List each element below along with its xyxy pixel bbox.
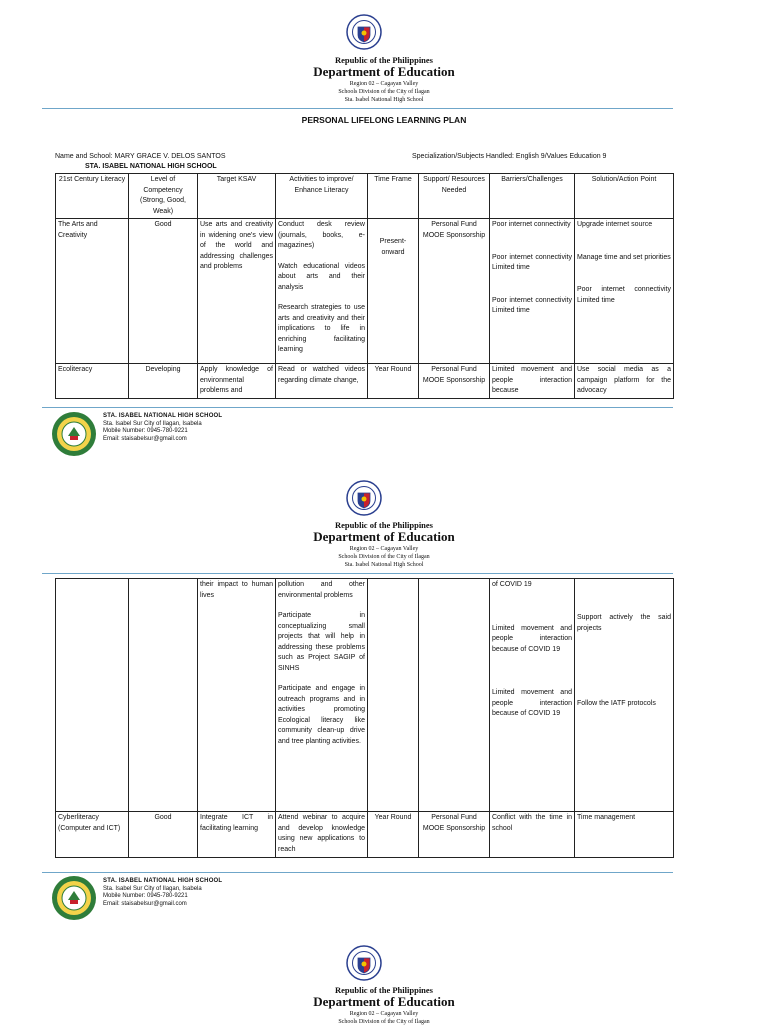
footer-contact [103, 413, 222, 443]
activity-item: Research strategies to use arts and creativity and their implications to life in enriching facilitating learning [278, 304, 365, 353]
barriers-cell: Conflict with the time in school [490, 812, 575, 858]
activity-item: Watch educational videos about arts and their analysis [278, 262, 365, 291]
col-solution-header: Solution/Action Point [575, 174, 674, 219]
footer-divider [42, 872, 673, 873]
plan-title: PERSONAL LIFELONG LEARNING PLAN [301, 115, 467, 125]
school-logo-icon [50, 874, 98, 922]
solution-cell [575, 579, 674, 812]
solution-item: Support actively the said projects [577, 614, 671, 632]
solution-item: Poor internet connectivity Limited time [577, 286, 671, 304]
republic-heading: Republic of the Philippines [334, 55, 433, 65]
deped-seal-icon [346, 480, 382, 516]
col-activities-header: Activities to improve/ Enhance Literacy [276, 174, 368, 219]
republic-heading: Republic of the Philippines [334, 985, 433, 995]
department-heading: Department of Education [313, 994, 455, 1009]
solution-item: Upgrade internet source [577, 221, 653, 228]
barriers-cell [490, 219, 575, 364]
footer-school-name: STA. ISABEL NATIONAL HIGH SCHOOL [103, 413, 223, 419]
activities-cell [276, 579, 368, 812]
region-text: Region 02 – Cagayan Valley [349, 1011, 419, 1017]
table-row [56, 812, 674, 858]
barrier-item: Limited movement and people interaction because of COVID 19 [492, 624, 572, 653]
activities-cell: Read or watched videos regarding climate change, [276, 364, 368, 399]
region-text: Region 02 – Cagayan Valley [349, 81, 419, 87]
solution-item: Manage time and set priorities [577, 253, 671, 261]
school-text: Sta. Isabel National High School [344, 562, 424, 568]
department-heading: Department of Education [313, 529, 455, 544]
deped-seal-icon [346, 14, 382, 50]
division-text: Schools Division of the City of Ilagan [338, 554, 430, 560]
school-text: Sta. Isabel National High School [344, 97, 424, 103]
timeframe-cell: Present-onward [368, 219, 419, 364]
level-cell [129, 579, 198, 812]
division-text: Schools Division of the City of Ilagan [338, 89, 430, 95]
table-row [56, 219, 674, 364]
timeframe-cell: Year Round [368, 364, 419, 399]
level-cell: Developing [129, 364, 198, 399]
table-row [56, 579, 674, 812]
activity-item: pollution and other environmental problems [278, 581, 365, 599]
header-divider [42, 108, 673, 109]
activity-item: Participate in conceptualizing small projects that will help in addressing these problems such as Project SAGIP of SINHS [278, 612, 365, 672]
footer-mobile: Mobile Number: 0945-780-9221 [103, 893, 188, 899]
footer-mobile: Mobile Number: 0945-780-9221 [103, 428, 188, 434]
timeframe-cell [368, 579, 419, 812]
level-cell: Good [129, 219, 198, 364]
barrier-item: of COVID 19 [492, 581, 532, 588]
school-name-line: STA. ISABEL NATIONAL HIGH SCHOOL [85, 163, 217, 170]
literacy-cell: Ecoliteracy [56, 364, 129, 399]
footer-contact [103, 878, 222, 908]
school-logo-icon [50, 410, 98, 458]
activities-cell: Attend webinar to acquire and develop knowledge using new applications to reach [276, 812, 368, 858]
col-level-header: Level of Competency (Strong, Good, Weak) [129, 174, 198, 219]
footer-address: Sta. Isabel Sur City of Ilagan, Isabela [103, 885, 202, 892]
level-cell: Good [129, 812, 198, 858]
solution-cell: Use social media as a campaign platform for the advocacy [575, 364, 674, 399]
col-literacy-header: 21st Century Literacy [56, 174, 129, 219]
ksav-cell: their impact to human lives [198, 579, 276, 812]
barriers-cell [490, 579, 575, 812]
solution-cell [575, 219, 674, 364]
timeframe-cell: Year Round [368, 812, 419, 858]
deped-seal-icon [346, 945, 382, 981]
footer-email: Email: staisabelsur@gmail.com [103, 900, 187, 907]
table-row [56, 364, 674, 399]
republic-heading: Republic of the Philippines [334, 520, 433, 530]
activity-item: Participate and engage in outreach programs and in activities promoting Ecological literacy like community clean-up drive and tree planting activities. [278, 685, 365, 745]
footer-divider [42, 407, 673, 408]
region-text: Region 02 – Cagayan Valley [349, 546, 419, 552]
barriers-cell: Limited movement and people interaction because [490, 364, 575, 399]
plp-table-page2 [55, 578, 674, 858]
support-cell: Personal Fund MOOE Sponsorship [419, 219, 490, 364]
literacy-cell: Cyberliteracy (Computer and ICT) [56, 812, 129, 858]
activity-item: Conduct desk review (journals, books, e-magazines) [278, 221, 365, 249]
barrier-item: Limited movement and people interaction because of COVID 19 [492, 689, 572, 717]
barrier-item: Poor internet connectivity Limited time [492, 296, 572, 314]
barrier-item: Poor internet connectivity Limited time [492, 253, 572, 271]
header-divider [42, 573, 673, 574]
footer-school-name: STA. ISABEL NATIONAL HIGH SCHOOL [103, 878, 223, 884]
literacy-cell [56, 579, 129, 812]
ksav-cell: Integrate ICT in facilitating learning [198, 812, 276, 858]
col-support-header: Support/ Resources Needed [419, 174, 490, 219]
name-and-school: Name and School: MARY GRACE V. DELOS SANTOS [55, 153, 226, 160]
solution-item: Follow the IATF protocols [577, 700, 656, 707]
support-cell [419, 579, 490, 812]
footer-address: Sta. Isabel Sur City of Ilagan, Isabela [103, 420, 202, 427]
activities-cell [276, 219, 368, 364]
division-text: Schools Division of the City of Ilagan [338, 1019, 430, 1025]
department-heading: Department of Education [313, 64, 455, 79]
support-cell: Personal Fund MOOE Sponsorship [419, 364, 490, 399]
specialization: Specialization/Subjects Handled: English 9/Values Education 9 [412, 153, 607, 160]
solution-cell: Time management [575, 812, 674, 858]
col-timeframe-header: Time Frame [368, 174, 419, 219]
col-barriers-header: Barriers/Challenges [490, 174, 575, 219]
col-ksav-header: Target KSAV [198, 174, 276, 219]
support-cell: Personal Fund MOOE Sponsorship [419, 812, 490, 858]
footer-email: Email: staisabelsur@gmail.com [103, 435, 187, 442]
ksav-cell: Apply knowledge of environmental problems and [198, 364, 276, 399]
barrier-item: Poor internet connectivity [492, 221, 571, 228]
plp-table-page1 [55, 173, 674, 399]
literacy-cell: The Arts and Creativity [56, 219, 129, 364]
ksav-cell: Use arts and creativity in widening one's view of the world and addressing challenges and problems [198, 219, 276, 364]
